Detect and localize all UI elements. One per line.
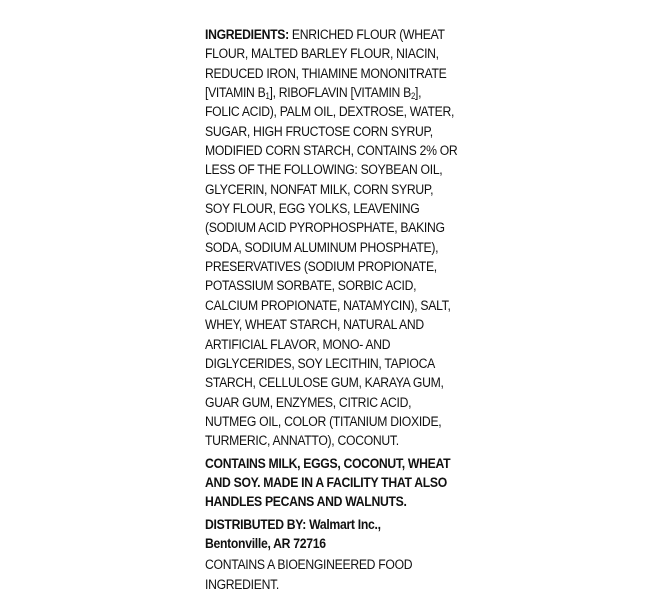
ingredients-line: TURMERIC, ANNATTO), COCONUT. — [205, 433, 399, 450]
ingredients-statement — [205, 26, 505, 452]
ingredients-line: INGREDIENTS: ENRICHED FLOUR (WHEAT — [205, 27, 445, 43]
ingredients-line: POTASSIUM SORBATE, SORBIC ACID, — [205, 278, 417, 295]
ingredients-line: GLYCERIN, NONFAT MILK, CORN SYRUP, — [205, 181, 434, 198]
ingredients-line: FLOUR, MALTED BARLEY FLOUR, NIACIN, — [205, 46, 439, 63]
bioengineered-line: CONTAINS A BIOENGINEERED FOOD — [205, 557, 413, 574]
ingredients-line: FOLIC ACID), PALM OIL, DEXTROSE, WATER, — [205, 104, 455, 121]
bioengineered-statement — [205, 556, 505, 595]
ingredients-line: SOY FLOUR, EGG YOLKS, LEAVENING — [205, 201, 420, 218]
ingredients-line: GUAR GUM, ENZYMES, CITRIC ACID, — [205, 394, 412, 411]
ingredients-line: SUGAR, HIGH FRUCTOSE CORN SYRUP, — [205, 123, 433, 140]
bioengineered-line: INGREDIENT. — [205, 576, 279, 593]
ingredients-heading: INGREDIENTS: — [205, 27, 289, 43]
ingredients-line: SODA, SODIUM ALUMINUM PHOSPHATE), — [205, 239, 439, 256]
distributor-address: Bentonville, AR 72716 — [205, 535, 326, 552]
subscript-2: 2 — [410, 91, 415, 102]
ingredients-line: LESS OF THE FOLLOWING: SOYBEAN OIL, — [205, 162, 443, 179]
ingredients-line: STARCH, CELLULOSE GUM, KARAYA GUM, — [205, 375, 444, 392]
distributor-line: DISTRIBUTED BY: Walmart Inc., — [205, 516, 381, 533]
allergen-statement — [205, 455, 505, 513]
ingredients-line: MODIFIED CORN STARCH, CONTAINS 2% OR — [205, 143, 458, 160]
ingredients-line: [VITAMIN $B_1$], RIBOFLAVIN [VITAMIN $B_2$], — [205, 85, 422, 102]
ingredients-line: (SODIUM ACID PYROPHOSPHATE, BAKING — [205, 220, 445, 237]
allergen-line: AND SOY. MADE IN A FACILITY THAT ALSO — [205, 474, 447, 491]
distributor-statement — [205, 516, 505, 555]
ingredients-line: DIGLYCERIDES, SOY LECITHIN, TAPIOCA — [205, 355, 435, 372]
allergen-line: HANDLES PECANS AND WALNUTS. — [205, 494, 407, 511]
ingredients-line: ARTIFICIAL FLAVOR, MONO- AND — [205, 336, 391, 353]
ingredients-line: PRESERVATIVES (SODIUM PROPIONATE, — [205, 259, 437, 276]
ingredients-line: NUTMEG OIL, COLOR (TITANIUM DIOXIDE, — [205, 413, 442, 430]
subscript-1: 1 — [265, 91, 270, 102]
ingredients-line: REDUCED IRON, THIAMINE MONONITRATE — [205, 65, 447, 82]
allergen-line: CONTAINS MILK, EGGS, COCONUT, WHEAT — [205, 455, 451, 472]
ingredients-line: CALCIUM PROPIONATE, NATAMYCIN), SALT, — [205, 297, 451, 314]
ingredients-line: WHEY, WHEAT STARCH, NATURAL AND — [205, 317, 424, 334]
ingredient-label — [205, 26, 505, 595]
